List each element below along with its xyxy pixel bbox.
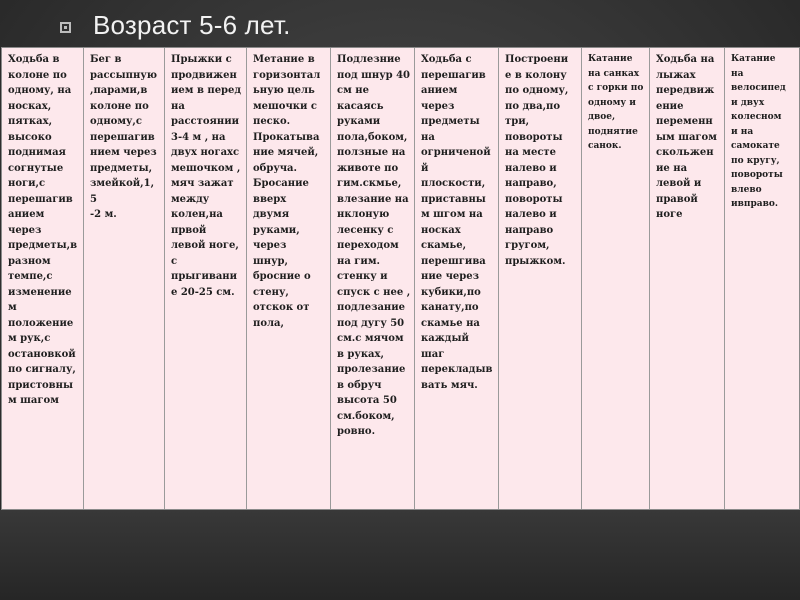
square-bullet-icon <box>60 22 71 33</box>
table-row <box>2 48 799 509</box>
table-cell-cycling: Катание на велосипед и двух колесном и на самокате по кругу, повороты влево ивправо. <box>731 54 786 209</box>
title-row <box>60 6 291 44</box>
table-cell-jumping: Прыжки с продвижен ием в перед на расстоянии 3-4 м , на двух ногахс мешочком , мяч зажат между колен,на првой левой ноге, с прыгивани е 20-25 см. <box>165 48 247 509</box>
slide-title: Возраст 5-6 лет. <box>93 9 291 40</box>
table-cell-balance: Ходьба с перешагив анием через предметы на огрниченой й плоскости, приставны м шгом на носках скамье, перешгива ние через кубики,по канату,по скамье на каждый шаг перекладыв вать мяч. <box>415 48 499 509</box>
table-cell-throwing: Метание в горизонтал ьную цель мешочки с песко. Прокатыва ние мячей, обруча. Бросание вверх двумя руками, через шнур, бросние о стену, отскок от пола, <box>247 48 331 509</box>
table-cell-sledding: Катание на санках с горки по одному и двое, поднятие санок. <box>582 48 650 509</box>
table-cell-running: Бег в рассыпную ,парами,в колоне по одному,с перешагив нием через предметы, змейкой,1,5 -2 м. <box>84 48 165 509</box>
table-cell-formation: Построени е в колону по одному, по два,по три, повороты на месте налево и направо, повороты налево и направо гругом, прыжком. <box>499 48 582 509</box>
exercise-table <box>1 47 800 510</box>
table-cell-crawling: Подлезние под шнур 40 см не касаясь руками пола,боком, ползные на животе по гим.скмье, влезание на нклоную лесенку с переходом на гим. стенку и спуск с нее , подлезание под дугу 50 см.с мячом в руках, пролезание в обруч высота 50 см.боком, ровно. <box>331 48 415 509</box>
table-cell-walking: Ходьба в колоне по одному, на носках, пятках, высоко поднимая согнутые ноги,с перешагив анием через предметы,в разном темпе,с изменение м положение м рук,с остановкой по сигналу, пристовны м шагом <box>2 48 84 509</box>
table-cell-skiing: Ходьба на лыжах передвиж ение переменн ым шагом скольжен ие на левой и правой ноге <box>650 48 725 509</box>
bottom-band <box>0 510 800 600</box>
